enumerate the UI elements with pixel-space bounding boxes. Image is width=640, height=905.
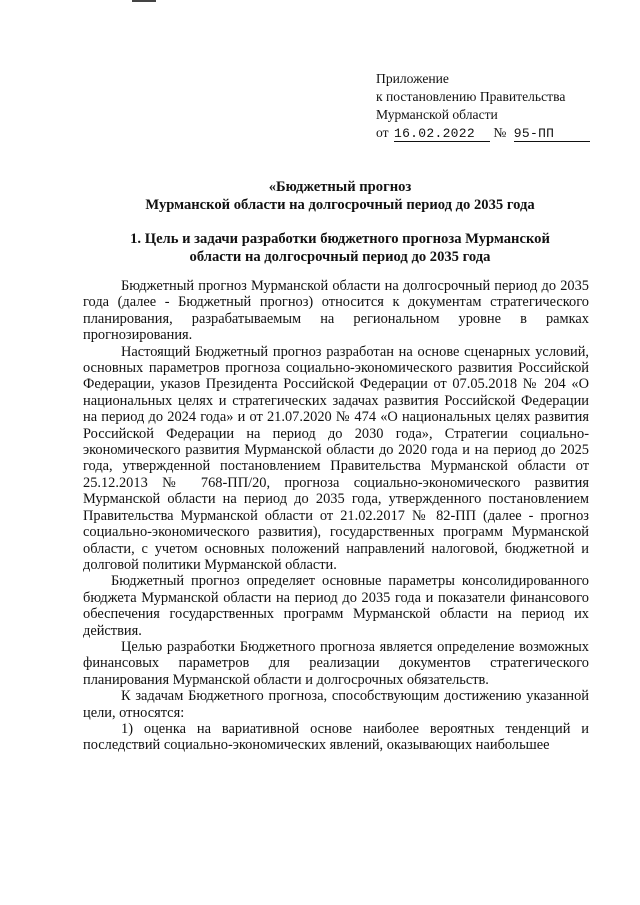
section-line-1: 1. Цель и задачи разработки бюджетного прогноза Мурманской bbox=[130, 231, 550, 247]
body-text bbox=[83, 278, 589, 754]
decree-number: 95-ПП bbox=[514, 127, 590, 142]
appendix-date-line bbox=[376, 124, 590, 142]
title-line-1: «Бюджетный прогноз bbox=[268, 179, 412, 195]
paragraph: Настоящий Бюджетный прогноз разработан на основе сценарных условий, основных параметров прогноза социально-экономического развития Российской Федерации, указов Президента Российской Федерации от 07.05.2018 № 204 «О национальных целях и стратегических задачах развития Российской Федерации на период до 2024 года» и от 21.07.2020 № 474 «О национальных целях развития Российской Федерации на период до 2030 года», Стратегии социально-экономического развития Мурманской области до 2020 года и на период до 2025 года, утвержденной постановлением Правительства Мурманской области от 25.12.2013 № 768-ПП/20, прогноза социально-экономического развития Мурманской области на период до 2035 года, утвержденного постановлением Правительства Мурманской области от 21.02.2017 № 82-ПП (далее - прогноз социально-экономического развития), государственных программ Мурманской области, с учетом основных положений направлений налоговой, бюджетной и долговой политики Мурманской области. bbox=[83, 343, 589, 573]
paragraph: К задачам Бюджетного прогноза, способствующим достижению указанной цели, относятся: bbox=[83, 688, 589, 721]
paragraph: Целью разработки Бюджетного прогноза является определение возможных финансовых параметров для реализации документов стратегического планирования Мурманской области и долгосрочных обязательств. bbox=[83, 638, 589, 688]
number-label: № bbox=[493, 125, 507, 140]
appendix-line-3: Мурманской области bbox=[376, 107, 498, 122]
title-line-2: Мурманской области на долгосрочный период до 2035 года bbox=[145, 197, 535, 213]
appendix-block bbox=[376, 70, 590, 142]
appendix-line-1: Приложение bbox=[376, 71, 449, 86]
paragraph: Бюджетный прогноз определяет основные параметры консолидированного бюджета Мурманской области на период до 2035 года и показатели финансового обеспечения государственных программ Мурманской области на период их действия. bbox=[83, 573, 589, 639]
document-title bbox=[80, 178, 600, 214]
paragraph: 1) оценка на вариативной основе наиболее вероятных тенденций и последствий социально-экономических явлений, оказывающих наибольшее bbox=[83, 720, 589, 754]
appendix-line-2: к постановлению Правительства bbox=[376, 89, 566, 104]
section-heading bbox=[80, 230, 600, 266]
paragraph: Бюджетный прогноз Мурманской области на долгосрочный период до 2035 года (далее - Бюджетный прогноз) относится к документам стратегического планирования, разрабатываемым на региональном уровне в рамках прогнозирования. bbox=[83, 278, 589, 344]
from-label: от bbox=[376, 125, 389, 140]
section-line-2: области на долгосрочный период до 2035 года bbox=[189, 249, 491, 265]
decree-date: 16.02.2022 bbox=[394, 127, 490, 142]
scan-mark bbox=[132, 0, 156, 2]
